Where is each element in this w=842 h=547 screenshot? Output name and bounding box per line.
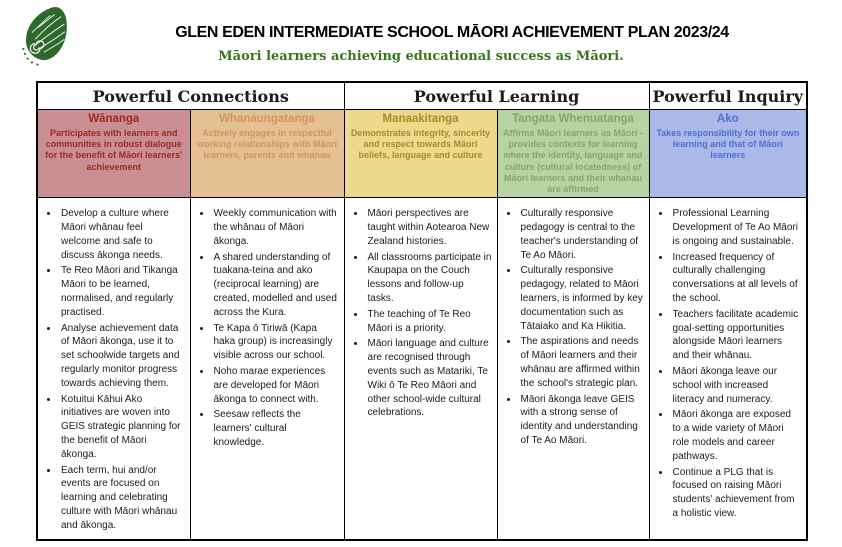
- group-header-powerful-inquiry: Powerful Inquiry: [649, 82, 807, 110]
- bullet-list: [349, 207, 492, 420]
- pillar-title: Tangata Whenuatanga: [512, 113, 634, 125]
- bullet-item: • Each term, hui and/or events are focused on learning and celebrating culture with Māori whānau and ākonga.: [59, 464, 185, 533]
- bullet-item: • Māori perspectives are taught within Aotearoa New Zealand histories.: [366, 207, 492, 248]
- bullet-item: • Increased frequency of culturally challenging conversations at all levels of the school.: [671, 251, 802, 306]
- bullet-item: • Develop a culture where Māori whānau feel welcome and safe to discuss ākonga needs.: [59, 207, 185, 262]
- pillar-header-row: [37, 110, 807, 198]
- bullet-item: • Seesaw reflects the learners' cultural knowledge.: [212, 408, 339, 449]
- page-subtitle: Māori learners achieving educational success as Māori.: [218, 49, 624, 64]
- actions-row: [37, 198, 807, 540]
- pillar-header-wananga: [37, 110, 190, 198]
- bullet-item: • Māori language and culture are recognised through events such as Matariki, Te Wiki ō Te Reo Māori and other school-wide cultural celebrations.: [366, 337, 492, 420]
- pillar-description: Demonstrates integrity, sincerity and respect towards Māori beliefs, language and culture: [350, 127, 491, 161]
- bullet-item: • Māori ākonga are exposed to a wide variety of Māori role models and career pathways.: [671, 408, 802, 463]
- actions-cell-wananga: [37, 198, 190, 540]
- bullet-item: • Teachers facilitate academic goal-setting opportunities alongside Māori learners and their whānau.: [671, 308, 802, 363]
- pillar-title: Ako: [716, 113, 739, 125]
- bullet-item: • Kotuitui Kāhui Ako initiatives are woven into GEIS strategic planning for the benefit of Māori ākonga.: [59, 393, 185, 462]
- bullet-list: [195, 207, 339, 450]
- bullet-list: [42, 207, 185, 532]
- page-title: GLEN EDEN INTERMEDIATE SCHOOL MĀORI ACHIEVEMENT PLAN 2023/24: [175, 24, 729, 41]
- bullet-item: • Culturally responsive pedagogy, related to Māori learners, is informed by key documentation such as Tātaiako and Ka Hikitia.: [519, 264, 644, 333]
- pillar-title: Manaakitanga: [382, 113, 459, 125]
- group-header-row: [37, 82, 807, 110]
- pillar-header-manaakitanga: [344, 110, 497, 198]
- bullet-item: • All classrooms participate in Kaupapa on the Couch lessons and follow-up tasks.: [366, 251, 492, 306]
- bullet-item: • A shared understanding of tuakana-teina and ako (reciprocal learning) are created, modelled and used across the Kura.: [212, 251, 339, 320]
- bullet-item: • Continue a PLG that is focused on raising Māori students' achievement from a holistic view.: [671, 466, 802, 521]
- bullet-item: • Weekly communication with the whānau of Māori ākonga.: [212, 207, 339, 248]
- bullet-item: • Māori ākonga leave GEIS with a strong sense of identity and understanding of Te Ao Māori.: [519, 393, 644, 448]
- bullet-item: • The aspirations and needs of Māori learners and their whānau are affirmed within the school's strategic plan.: [519, 335, 644, 390]
- actions-cell-tangata-whenuatanga: [497, 198, 649, 540]
- bullet-item: • Culturally responsive pedagogy is central to the teacher's understanding of Te Ao Māori.: [519, 207, 644, 262]
- pillar-header-whanaungatanga: [190, 110, 344, 198]
- pillar-description: Affirms Māori learners as Māori - provides contexts for learning where the identity, language and culture (cultural locatedness) of Māori learners and their whanau are affirmed: [503, 127, 644, 195]
- pillar-header-tangata-whenuatanga: [497, 110, 649, 198]
- achievement-plan-table: [36, 81, 808, 541]
- bullet-item: • Te Reo Māori and Tikanga Māori to be learned, normalised, and regularly practised.: [59, 264, 185, 319]
- bullet-item: • Professional Learning Development of Te Ao Māori is ongoing and sustainable.: [671, 207, 802, 248]
- fern-leaf-icon: [19, 5, 73, 67]
- pillar-description: Actively engages in respectful working relationships with Māori learners, parents and whanau: [197, 127, 338, 161]
- bullet-item: • Māori ākonga leave our school with increased literacy and numeracy.: [671, 365, 802, 406]
- pillar-description: Participates with learners and communities in robust dialogue for the benefit of Māori learners' achievement: [45, 127, 183, 172]
- pillar-title: Whanaungatanga: [219, 113, 315, 125]
- bullet-list: [502, 207, 644, 448]
- actions-cell-whanaungatanga: [190, 198, 344, 540]
- bullet-item: • Te Kapa ō Tiriwā (Kapa haka group) is increasingly visible across our school.: [212, 322, 339, 363]
- group-header-powerful-connections: Powerful Connections: [37, 82, 344, 110]
- actions-cell-ako: [649, 198, 807, 540]
- bullet-item: • The teaching of Te Reo Māori is a priority.: [366, 308, 492, 336]
- bullet-item: • Analyse achievement data of Māori ākonga, use it to set schoolwide targets and regularly monitor progress towards achieving them.: [59, 322, 185, 391]
- pillar-description: Takes responsibility for their own learning and that of Māori learners: [656, 127, 800, 161]
- pillar-title: Wānanga: [88, 113, 140, 125]
- actions-cell-manaakitanga: [344, 198, 497, 540]
- bullet-item: • Noho marae experiences are developed for Māori ākonga to connect with.: [212, 365, 339, 406]
- pillar-header-ako: [649, 110, 807, 198]
- bullet-list: [654, 207, 802, 521]
- group-header-powerful-learning: Powerful Learning: [344, 82, 649, 110]
